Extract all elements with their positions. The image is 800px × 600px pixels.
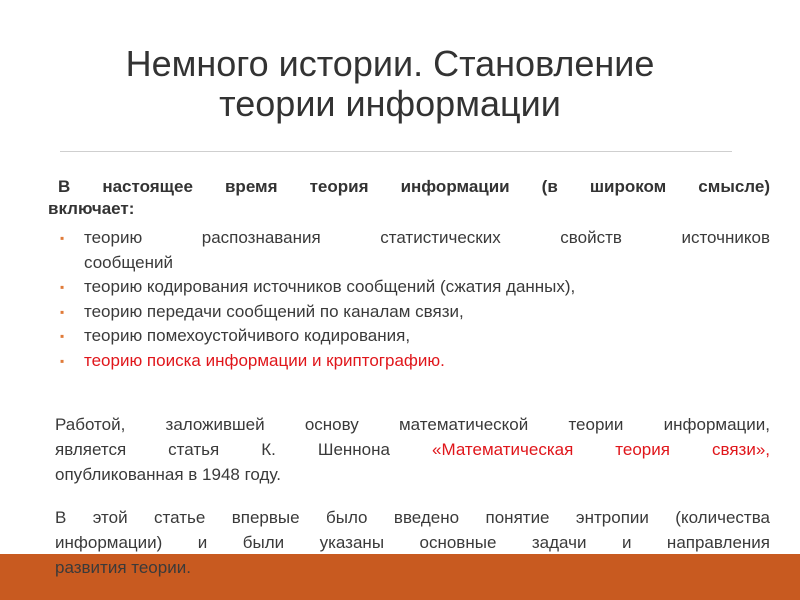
shannon-paragraph	[55, 412, 770, 487]
list-item	[58, 324, 770, 349]
slide-title-line-2: теории информации	[219, 83, 561, 124]
list-item-text-highlighted: теорию поиска информации и криптографию.	[84, 350, 445, 370]
list-item	[58, 226, 770, 275]
list-item-line-1: теорию распознавания статистических свойств источников	[84, 228, 770, 247]
bullet-icon: ▪	[60, 231, 65, 245]
shannon-article-title: «Математическая теория связи»,	[432, 440, 770, 459]
list-item	[58, 275, 770, 300]
bullet-icon: ▪	[60, 280, 65, 294]
list-item-text: теорию кодирования источников сообщений (сжатия данных),	[84, 277, 576, 296]
list-item	[58, 300, 770, 325]
theory-list	[58, 226, 770, 373]
bullet-icon: ▪	[60, 304, 65, 319]
slide-title-line-1: Немного истории. Становление	[125, 43, 655, 84]
intro-line-2: включает:	[48, 199, 135, 218]
bullet-icon: ▪	[60, 353, 65, 368]
paragraph-line-3: опубликованная в 1948 году.	[55, 465, 281, 484]
paragraph-line-2	[55, 437, 770, 462]
paragraph-line-3: развития теории.	[55, 558, 191, 577]
title-divider	[60, 151, 732, 152]
paragraph-line-2-prefix: является статья К. Шеннона	[55, 440, 390, 459]
slide-title	[60, 44, 720, 124]
intro-text	[48, 176, 770, 220]
paragraph-line-1: Работой, заложившей основу математической теории информации,	[55, 415, 770, 434]
list-item-text: теорию помехоустойчивого кодирования,	[84, 326, 411, 345]
list-item-line-2: сообщений	[84, 252, 173, 272]
bullet-icon: ▪	[60, 329, 65, 343]
list-item	[58, 349, 770, 374]
entropy-paragraph	[55, 505, 770, 580]
paragraph-line-1: В этой статье впервые было введено понятие энтропии (количества	[55, 508, 770, 527]
intro-line-1: В настоящее время теория информации (в широком смысле)	[58, 177, 770, 196]
list-item-text: теорию передачи сообщений по каналам связи,	[84, 301, 464, 321]
paragraph-line-2: информации) и были указаны основные задачи и направления	[55, 533, 770, 552]
